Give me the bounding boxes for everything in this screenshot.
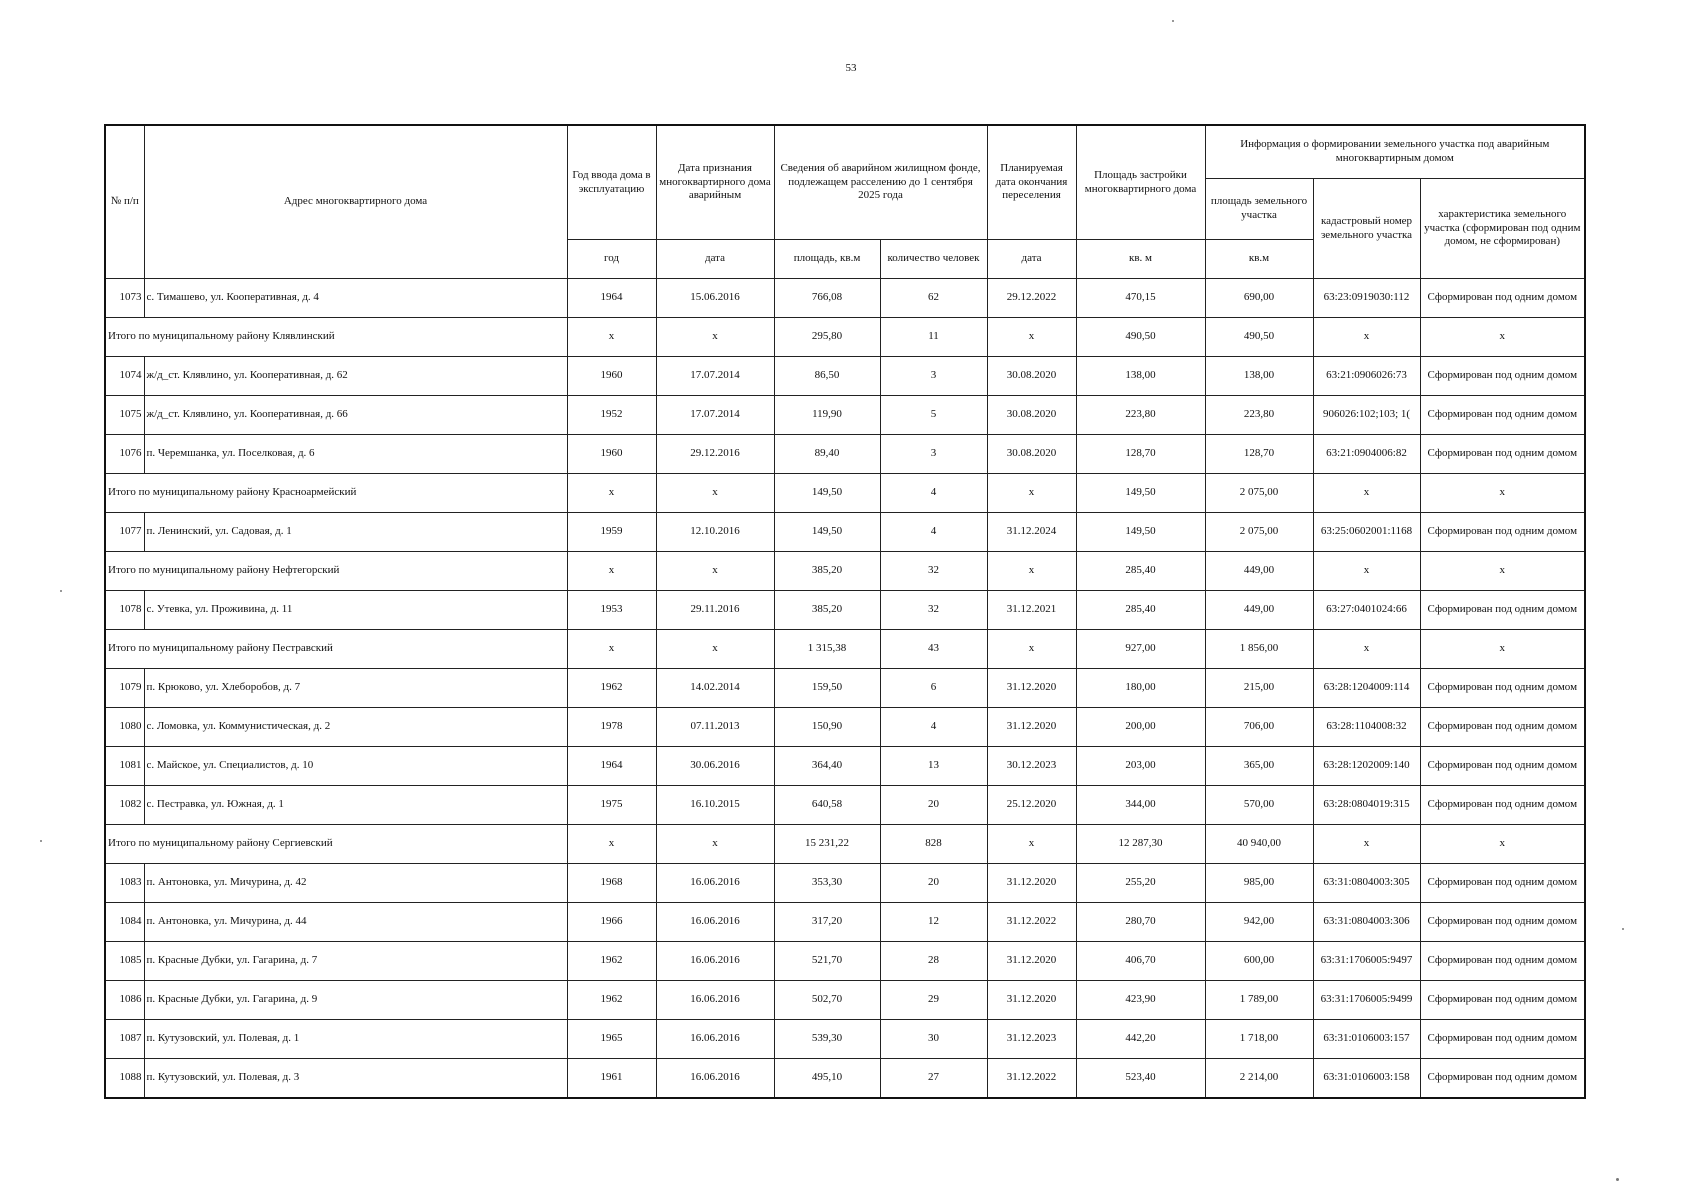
cell-land-char: Сформирован под одним домом [1420, 1059, 1585, 1099]
cell-address: с. Пестравка, ул. Южная, д. 1 [144, 786, 567, 825]
page-number: 53 [845, 62, 857, 74]
cell-plan-date: 30.08.2020 [987, 357, 1076, 396]
cell-build-area: 927,00 [1076, 630, 1205, 669]
cell-people: 29 [880, 981, 987, 1020]
cell-land-area: 2 075,00 [1205, 474, 1313, 513]
table-row [105, 942, 1585, 981]
cell-land-char: Сформирован под одним домом [1420, 513, 1585, 552]
cell-area: 353,30 [774, 864, 880, 903]
cell-build-area: 223,80 [1076, 396, 1205, 435]
cell-date: 29.12.2016 [656, 435, 774, 474]
cell-build-area: 442,20 [1076, 1020, 1205, 1059]
cell-area: 385,20 [774, 591, 880, 630]
cell-land-area: 2 075,00 [1205, 513, 1313, 552]
cell-plan-date: x [987, 318, 1076, 357]
cell-year: x [567, 630, 656, 669]
cell-land-area: 215,00 [1205, 669, 1313, 708]
cell-date: x [656, 474, 774, 513]
total-row [105, 630, 1585, 669]
cell-plan-date: x [987, 474, 1076, 513]
cell-people: 32 [880, 591, 987, 630]
cell-cadastral: x [1313, 825, 1420, 864]
cell-plan-date: x [987, 825, 1076, 864]
cell-people: 4 [880, 513, 987, 552]
table-row [105, 864, 1585, 903]
total-row [105, 552, 1585, 591]
header-building-area: Площадь застройки многоквартирного дома [1076, 125, 1205, 240]
cell-address: ж/д_ст. Клявлино, ул. Кооперативная, д. 66 [144, 396, 567, 435]
table-row [105, 279, 1585, 318]
cell-date: 16.10.2015 [656, 786, 774, 825]
cell-plan-date: 30.08.2020 [987, 435, 1076, 474]
cell-date: 29.11.2016 [656, 591, 774, 630]
cell-year: 1975 [567, 786, 656, 825]
cell-people: 828 [880, 825, 987, 864]
cell-land-char: x [1420, 318, 1585, 357]
cell-date: 30.06.2016 [656, 747, 774, 786]
table-body [105, 279, 1585, 1099]
cell-land-char: Сформирован под одним домом [1420, 591, 1585, 630]
cell-year: 1959 [567, 513, 656, 552]
cell-build-area: 285,40 [1076, 591, 1205, 630]
cell-plan-date: 31.12.2023 [987, 1020, 1076, 1059]
table-row [105, 786, 1585, 825]
cell-people: 28 [880, 942, 987, 981]
cell-address: п. Кутузовский, ул. Полевая, д. 1 [144, 1020, 567, 1059]
cell-year: 1968 [567, 864, 656, 903]
cell-year: 1965 [567, 1020, 656, 1059]
total-row [105, 474, 1585, 513]
cell-num: 1077 [105, 513, 144, 552]
cell-build-area: 255,20 [1076, 864, 1205, 903]
cell-area: 385,20 [774, 552, 880, 591]
table-row [105, 1020, 1585, 1059]
cell-date: 12.10.2016 [656, 513, 774, 552]
cell-people: 5 [880, 396, 987, 435]
cell-people: 4 [880, 708, 987, 747]
cell-plan-date: x [987, 630, 1076, 669]
cell-address: ж/д_ст. Клявлино, ул. Кооперативная, д. 62 [144, 357, 567, 396]
cell-area: 149,50 [774, 513, 880, 552]
cell-plan-date: 31.12.2022 [987, 903, 1076, 942]
cell-people: 12 [880, 903, 987, 942]
cell-num: 1081 [105, 747, 144, 786]
cell-land-area: 223,80 [1205, 396, 1313, 435]
table-row [105, 903, 1585, 942]
cell-year: 1962 [567, 981, 656, 1020]
cell-cadastral: 906026:102;103; 1( [1313, 396, 1420, 435]
cell-land-area: 2 214,00 [1205, 1059, 1313, 1099]
cell-address: с. Утевка, ул. Проживина, д. 11 [144, 591, 567, 630]
cell-land-char: Сформирован под одним домом [1420, 786, 1585, 825]
cell-num: 1073 [105, 279, 144, 318]
cell-date: 16.06.2016 [656, 1059, 774, 1099]
cell-build-area: 128,70 [1076, 435, 1205, 474]
cell-year: 1964 [567, 747, 656, 786]
cell-address: с. Майское, ул. Специалистов, д. 10 [144, 747, 567, 786]
cell-date: 16.06.2016 [656, 1020, 774, 1059]
cell-date: x [656, 552, 774, 591]
cell-address: п. Красные Дубки, ул. Гагарина, д. 7 [144, 942, 567, 981]
cell-plan-date: 31.12.2020 [987, 942, 1076, 981]
cell-date: x [656, 630, 774, 669]
cell-build-area: 406,70 [1076, 942, 1205, 981]
cell-address: с. Ломовка, ул. Коммунистическая, д. 2 [144, 708, 567, 747]
cell-land-area: 138,00 [1205, 357, 1313, 396]
cell-area: 317,20 [774, 903, 880, 942]
cell-plan-date: 31.12.2020 [987, 864, 1076, 903]
table-row [105, 1059, 1585, 1099]
cell-land-area: 449,00 [1205, 591, 1313, 630]
cell-area: 119,90 [774, 396, 880, 435]
cell-area: 640,58 [774, 786, 880, 825]
table-row [105, 591, 1585, 630]
cell-year: 1960 [567, 435, 656, 474]
table-row [105, 669, 1585, 708]
cell-cadastral: 63:31:0106003:158 [1313, 1059, 1420, 1099]
unit-year: год [567, 240, 656, 279]
total-label: Итого по муниципальному району Нефтегорский [105, 552, 567, 591]
header-planned-end: Планируемая дата окончания переселения [987, 125, 1076, 240]
cell-build-area: 180,00 [1076, 669, 1205, 708]
cell-land-area: 365,00 [1205, 747, 1313, 786]
cell-cadastral: 63:27:0401024:66 [1313, 591, 1420, 630]
scan-speck [40, 840, 42, 842]
cell-cadastral: 63:31:0804003:305 [1313, 864, 1420, 903]
cell-land-area: 1 789,00 [1205, 981, 1313, 1020]
cell-num: 1075 [105, 396, 144, 435]
unit-people: количество человек [880, 240, 987, 279]
cell-build-area: 344,00 [1076, 786, 1205, 825]
cell-land-area: 1 856,00 [1205, 630, 1313, 669]
cell-land-char: Сформирован под одним домом [1420, 864, 1585, 903]
cell-land-char: Сформирован под одним домом [1420, 396, 1585, 435]
cell-land-char: Сформирован под одним домом [1420, 708, 1585, 747]
cell-cadastral: x [1313, 552, 1420, 591]
total-label: Итого по муниципальному району Сергиевский [105, 825, 567, 864]
cell-build-area: 423,90 [1076, 981, 1205, 1020]
cell-year: 1953 [567, 591, 656, 630]
table-row [105, 435, 1585, 474]
cell-cadastral: 63:28:1104008:32 [1313, 708, 1420, 747]
cell-cadastral: x [1313, 474, 1420, 513]
cell-land-char: Сформирован под одним домом [1420, 903, 1585, 942]
cell-num: 1085 [105, 942, 144, 981]
cell-land-area: 449,00 [1205, 552, 1313, 591]
cell-area: 15 231,22 [774, 825, 880, 864]
total-row [105, 825, 1585, 864]
cell-plan-date: 31.12.2022 [987, 1059, 1076, 1099]
cell-year: 1952 [567, 396, 656, 435]
header-address: Адрес многоквартирного дома [144, 125, 567, 279]
cell-num: 1076 [105, 435, 144, 474]
total-label: Итого по муниципальному району Красноармейский [105, 474, 567, 513]
cell-area: 364,40 [774, 747, 880, 786]
header-cadastral: кадастровый номер земельного участка [1313, 179, 1420, 279]
cell-date: 16.06.2016 [656, 864, 774, 903]
cell-cadastral: 63:31:1706005:9499 [1313, 981, 1420, 1020]
cell-cadastral: 63:25:0602001:1168 [1313, 513, 1420, 552]
unit-date: дата [656, 240, 774, 279]
cell-num: 1074 [105, 357, 144, 396]
cell-people: 6 [880, 669, 987, 708]
cell-year: x [567, 318, 656, 357]
cell-date: 17.07.2014 [656, 396, 774, 435]
cell-year: x [567, 474, 656, 513]
cell-year: x [567, 552, 656, 591]
cell-land-char: x [1420, 825, 1585, 864]
table-row [105, 513, 1585, 552]
cell-people: 13 [880, 747, 987, 786]
cell-date: 16.06.2016 [656, 981, 774, 1020]
cell-land-char: x [1420, 630, 1585, 669]
scan-speck [1622, 928, 1624, 930]
cell-build-area: 285,40 [1076, 552, 1205, 591]
cell-address: п. Кутузовский, ул. Полевая, д. 3 [144, 1059, 567, 1099]
cell-people: 62 [880, 279, 987, 318]
cell-land-area: 706,00 [1205, 708, 1313, 747]
cell-people: 20 [880, 786, 987, 825]
cell-cadastral: 63:28:0804019:315 [1313, 786, 1420, 825]
cell-num: 1088 [105, 1059, 144, 1099]
cell-year: 1978 [567, 708, 656, 747]
cell-date: x [656, 318, 774, 357]
cell-area: 86,50 [774, 357, 880, 396]
cell-land-area: 128,70 [1205, 435, 1313, 474]
cell-cadastral: 63:23:0919030:112 [1313, 279, 1420, 318]
header-land-char: характеристика земельного участка (сформирован под одним домом, не сформирован) [1420, 179, 1585, 279]
cell-plan-date: 31.12.2024 [987, 513, 1076, 552]
cell-area: 1 315,38 [774, 630, 880, 669]
cell-date: 15.06.2016 [656, 279, 774, 318]
cell-date: 16.06.2016 [656, 903, 774, 942]
scan-speck [60, 590, 62, 592]
unit-plan-date: дата [987, 240, 1076, 279]
cell-area: 159,50 [774, 669, 880, 708]
cell-plan-date: 31.12.2020 [987, 669, 1076, 708]
cell-area: 521,70 [774, 942, 880, 981]
cell-address: п. Черемшанка, ул. Поселковая, д. 6 [144, 435, 567, 474]
cell-land-char: x [1420, 474, 1585, 513]
cell-date: 07.11.2013 [656, 708, 774, 747]
cell-people: 11 [880, 318, 987, 357]
cell-land-char: Сформирован под одним домом [1420, 435, 1585, 474]
cell-num: 1078 [105, 591, 144, 630]
emergency-housing-table [104, 124, 1586, 1099]
cell-build-area: 149,50 [1076, 474, 1205, 513]
cell-cadastral: 63:31:0804003:306 [1313, 903, 1420, 942]
table-row [105, 981, 1585, 1020]
table-row [105, 708, 1585, 747]
cell-land-area: 985,00 [1205, 864, 1313, 903]
cell-land-area: 490,50 [1205, 318, 1313, 357]
cell-area: 295,80 [774, 318, 880, 357]
cell-area: 539,30 [774, 1020, 880, 1059]
header-num: № п/п [105, 125, 144, 279]
cell-land-char: Сформирован под одним домом [1420, 981, 1585, 1020]
cell-plan-date: 31.12.2020 [987, 981, 1076, 1020]
cell-year: 1964 [567, 279, 656, 318]
cell-year: 1960 [567, 357, 656, 396]
scan-speck [1172, 20, 1174, 22]
cell-plan-date: 30.12.2023 [987, 747, 1076, 786]
cell-plan-date: 31.12.2021 [987, 591, 1076, 630]
cell-land-char: Сформирован под одним домом [1420, 279, 1585, 318]
cell-people: 43 [880, 630, 987, 669]
cell-people: 20 [880, 864, 987, 903]
cell-people: 4 [880, 474, 987, 513]
cell-area: 766,08 [774, 279, 880, 318]
cell-year: 1961 [567, 1059, 656, 1099]
cell-land-char: Сформирован под одним домом [1420, 942, 1585, 981]
cell-build-area: 138,00 [1076, 357, 1205, 396]
cell-plan-date: 25.12.2020 [987, 786, 1076, 825]
cell-year: x [567, 825, 656, 864]
cell-cadastral: 63:21:0904006:82 [1313, 435, 1420, 474]
cell-people: 3 [880, 357, 987, 396]
total-row [105, 318, 1585, 357]
cell-num: 1086 [105, 981, 144, 1020]
cell-build-area: 280,70 [1076, 903, 1205, 942]
cell-num: 1087 [105, 1020, 144, 1059]
cell-build-area: 149,50 [1076, 513, 1205, 552]
cell-land-area: 570,00 [1205, 786, 1313, 825]
cell-land-area: 40 940,00 [1205, 825, 1313, 864]
cell-date: 14.02.2014 [656, 669, 774, 708]
cell-address: п. Красные Дубки, ул. Гагарина, д. 9 [144, 981, 567, 1020]
cell-cadastral: 63:31:1706005:9497 [1313, 942, 1420, 981]
cell-people: 3 [880, 435, 987, 474]
cell-build-area: 470,15 [1076, 279, 1205, 318]
cell-land-area: 690,00 [1205, 279, 1313, 318]
unit-land-area: кв.м [1205, 240, 1313, 279]
cell-people: 32 [880, 552, 987, 591]
cell-plan-date: x [987, 552, 1076, 591]
cell-cadastral: 63:28:1202009:140 [1313, 747, 1420, 786]
cell-year: 1966 [567, 903, 656, 942]
cell-land-area: 600,00 [1205, 942, 1313, 981]
header-emergency-info: Сведения об аварийном жилищном фонде, подлежащем расселению до 1 сентября 2025 года [774, 125, 987, 240]
cell-land-char: Сформирован под одним домом [1420, 669, 1585, 708]
cell-date: x [656, 825, 774, 864]
cell-address: п. Ленинский, ул. Садовая, д. 1 [144, 513, 567, 552]
unit-build-area: кв. м [1076, 240, 1205, 279]
header-date-declared: Дата признания многоквартирного дома аварийным [656, 125, 774, 240]
cell-num: 1080 [105, 708, 144, 747]
cell-plan-date: 29.12.2022 [987, 279, 1076, 318]
cell-year: 1962 [567, 942, 656, 981]
cell-build-area: 523,40 [1076, 1059, 1205, 1099]
cell-num: 1084 [105, 903, 144, 942]
header-land-area: площадь земельного участка [1205, 179, 1313, 240]
cell-date: 16.06.2016 [656, 942, 774, 981]
cell-area: 89,40 [774, 435, 880, 474]
cell-land-area: 942,00 [1205, 903, 1313, 942]
header-year-built: Год ввода дома в эксплуатацию [567, 125, 656, 240]
cell-plan-date: 30.08.2020 [987, 396, 1076, 435]
scan-speck [1616, 1178, 1619, 1181]
cell-address: с. Тимашево, ул. Кооперативная, д. 4 [144, 279, 567, 318]
cell-num: 1082 [105, 786, 144, 825]
cell-build-area: 490,50 [1076, 318, 1205, 357]
cell-area: 502,70 [774, 981, 880, 1020]
table-row [105, 357, 1585, 396]
cell-plan-date: 31.12.2020 [987, 708, 1076, 747]
cell-year: 1962 [567, 669, 656, 708]
cell-build-area: 203,00 [1076, 747, 1205, 786]
cell-address: п. Антоновка, ул. Мичурина, д. 44 [144, 903, 567, 942]
cell-num: 1079 [105, 669, 144, 708]
cell-cadastral: x [1313, 318, 1420, 357]
unit-area: площадь, кв.м [774, 240, 880, 279]
total-label: Итого по муниципальному району Пестравский [105, 630, 567, 669]
cell-build-area: 200,00 [1076, 708, 1205, 747]
cell-build-area: 12 287,30 [1076, 825, 1205, 864]
cell-land-char: Сформирован под одним домом [1420, 357, 1585, 396]
cell-address: п. Крюково, ул. Хлеборобов, д. 7 [144, 669, 567, 708]
cell-area: 495,10 [774, 1059, 880, 1099]
cell-people: 30 [880, 1020, 987, 1059]
cell-land-char: Сформирован под одним домом [1420, 1020, 1585, 1059]
header-land-info: Информация о формировании земельного участка под аварийным многоквартирным домом [1205, 125, 1585, 179]
cell-cadastral: 63:21:0906026:73 [1313, 357, 1420, 396]
cell-area: 150,90 [774, 708, 880, 747]
cell-address: п. Антоновка, ул. Мичурина, д. 42 [144, 864, 567, 903]
cell-land-char: Сформирован под одним домом [1420, 747, 1585, 786]
total-label: Итого по муниципальному району Клявлинский [105, 318, 567, 357]
cell-people: 27 [880, 1059, 987, 1099]
cell-cadastral: 63:31:0106003:157 [1313, 1020, 1420, 1059]
table-row [105, 747, 1585, 786]
cell-area: 149,50 [774, 474, 880, 513]
cell-land-char: x [1420, 552, 1585, 591]
table-row [105, 396, 1585, 435]
cell-date: 17.07.2014 [656, 357, 774, 396]
cell-cadastral: 63:28:1204009:114 [1313, 669, 1420, 708]
cell-cadastral: x [1313, 630, 1420, 669]
cell-num: 1083 [105, 864, 144, 903]
cell-land-area: 1 718,00 [1205, 1020, 1313, 1059]
